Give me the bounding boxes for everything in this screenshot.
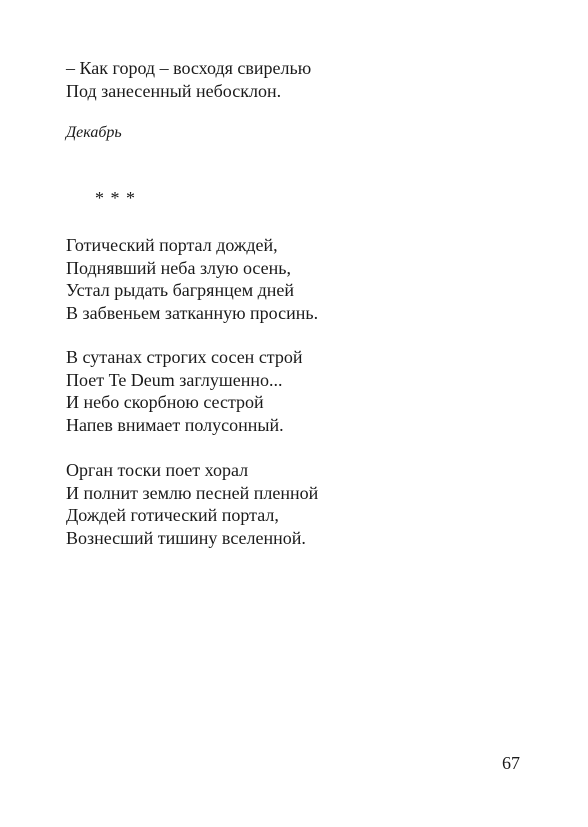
- poem-line: Дождей готический портал,: [66, 505, 279, 525]
- poem-line: И полнит землю песней пленной: [66, 482, 319, 503]
- poem-line: Устал рыдать багрянцем дней: [66, 280, 295, 300]
- section-separator: * * *: [95, 188, 136, 208]
- stanza-1: [66, 234, 318, 324]
- page-number: 67: [502, 753, 520, 773]
- poem-date: Декабрь: [66, 124, 122, 141]
- poem-line: – Как город – восходя свирелью: [66, 58, 312, 78]
- poem-line: Вознесший тишину вселенной.: [66, 527, 306, 548]
- poem-line: Поднявший неба злую осень,: [66, 257, 291, 278]
- stanza-3: [66, 459, 318, 549]
- poem-line: В сутанах строгих сосен строй: [66, 347, 303, 367]
- poem-line: И небо скорбною сестрой: [66, 392, 264, 412]
- poem-line: В забвеньем затканную просинь.: [66, 302, 319, 323]
- poem-line: Под занесенный небосклон.: [66, 80, 282, 101]
- previous-poem-ending: [66, 57, 311, 102]
- poem-line: Готический портал дождей,: [66, 235, 278, 255]
- poem-line: Поет Te Deum заглушенно...: [66, 369, 283, 390]
- poem-line: Орган тоски поет хорал: [66, 460, 249, 480]
- poem-line: Напев внимает полусонный.: [66, 414, 284, 435]
- stanza-2: [66, 346, 303, 436]
